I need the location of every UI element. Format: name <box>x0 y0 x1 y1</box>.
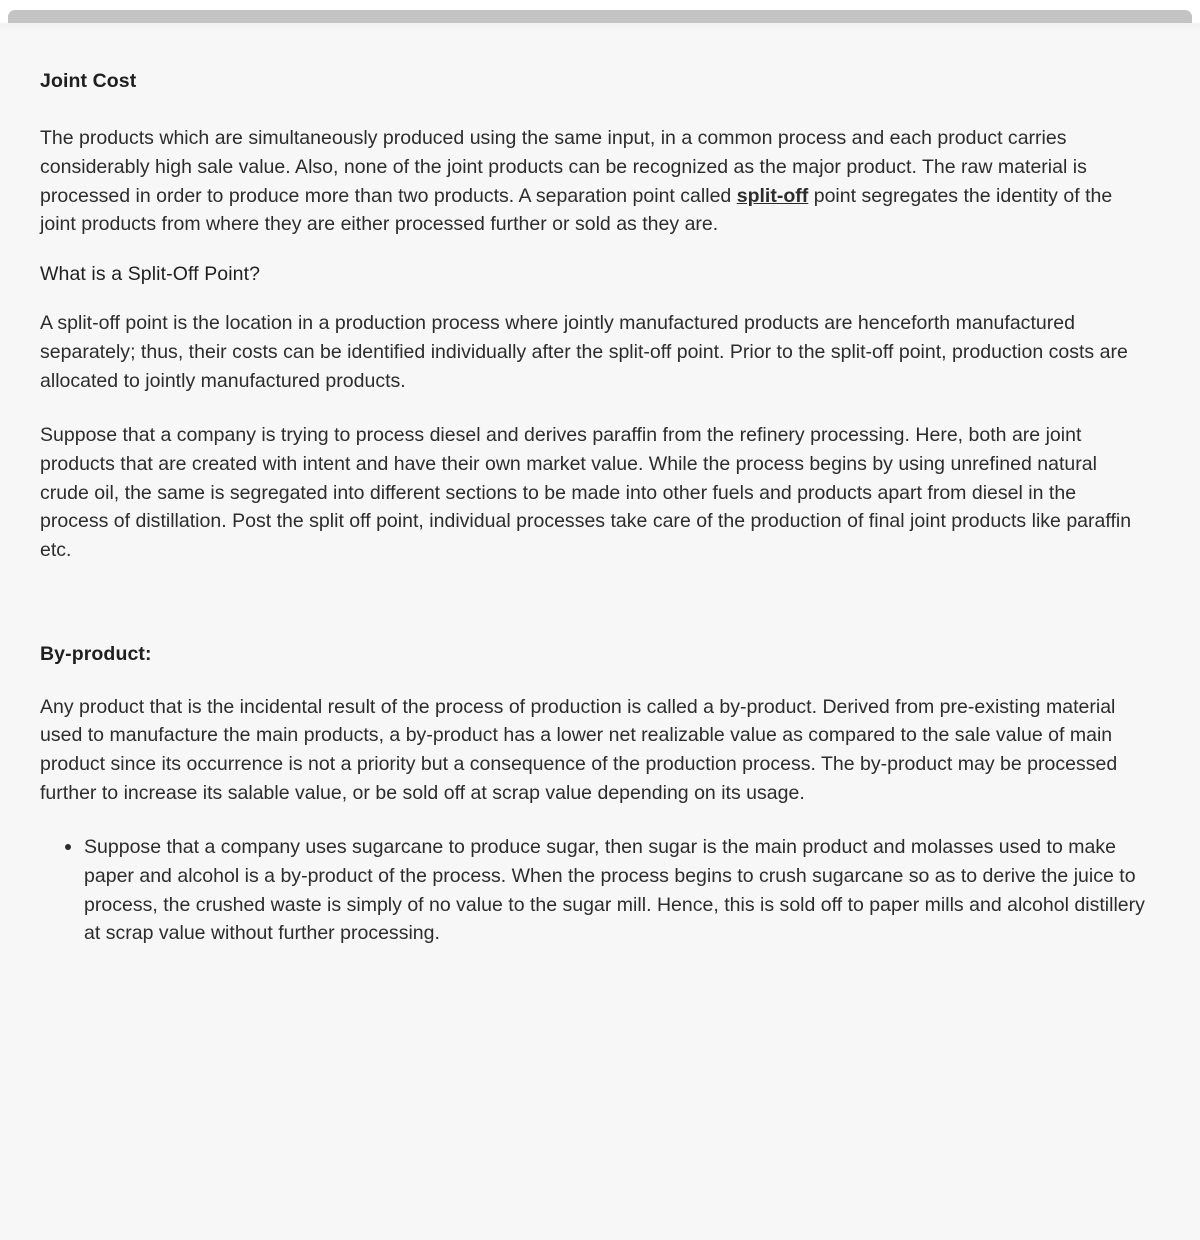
bullet-icon <box>65 844 71 850</box>
spacer <box>40 94 1148 124</box>
split-off-definition-paragraph: A split-off point is the location in a production process where jointly manufactured products are henceforth manufactured separately; thus, their costs can be identified individually after the split-off point. Prior to the split-off point, production costs are allocated to jointly manufactured products. <box>40 312 1128 392</box>
byproduct-definition-paragraph: Any product that is the incidental result of the process of production is called a by-product. Derived from pre-existing material used to manufacture the main products, a by-product has a lower net realizable value as compared to the sale value of main product since its occurrence is not a priority but a consequence of the production process. The by-product may be processed further to increase its salable value, or be sold off at scrap value depending on its usage. <box>40 695 1118 804</box>
byproduct-heading: By-product: <box>40 642 152 665</box>
section-spacer <box>40 565 1148 641</box>
intro-paragraph-text-after: point segregates the identity of the joint products from where they are either processed further or sold as they are. <box>40 184 1113 236</box>
spacer <box>40 287 1148 309</box>
horizontal-scroll-bar[interactable] <box>8 10 1192 23</box>
list-item <box>62 833 1148 948</box>
window-chrome <box>0 0 1200 30</box>
spacer <box>40 667 1148 693</box>
spacer <box>40 239 1148 261</box>
spacer <box>40 807 1148 833</box>
page-title: Joint Cost <box>40 70 137 92</box>
refinery-example-paragraph: Suppose that a company is trying to process diesel and derives paraffin from the refinery processing. Here, both are joint products that are created with intent and have their own market value. While the process begins by using unrefined natural crude oil, the same is segregated into different sections to be made into other fuels and products apart from diesel in the process of distillation. Post the split off point, individual processes take care of the production of final joint products like paraffin etc. <box>40 424 1132 561</box>
intro-paragraph <box>40 124 1148 239</box>
split-off-question-heading: What is a Split-Off Point? <box>40 262 261 285</box>
list-item-label: Suppose that a company uses sugarcane to produce sugar, then sugar is the main product and molasses used to make paper and alcohol is a by-product of the process. When the process begins to crush sugarcane so as to derive the juice to process, the crushed waste is simply of no value to the sugar mill. Hence, this is sold off to paper mills and alcohol distillery at scrap value without further processing. <box>84 836 1145 945</box>
document-page <box>0 30 1200 1240</box>
intro-paragraph-text-before: The products which are simultaneously produced using the same input, in a common process and each product carries considerably high sale value. Also, none of the joint products can be recognized as the major product. The raw material is processed in order to produce more than two products. A separation point called <box>40 127 1087 207</box>
document-content <box>0 30 1200 948</box>
spacer <box>40 395 1148 421</box>
byproduct-example-list <box>40 833 1148 948</box>
split-off-emphasis: split-off <box>736 184 809 207</box>
